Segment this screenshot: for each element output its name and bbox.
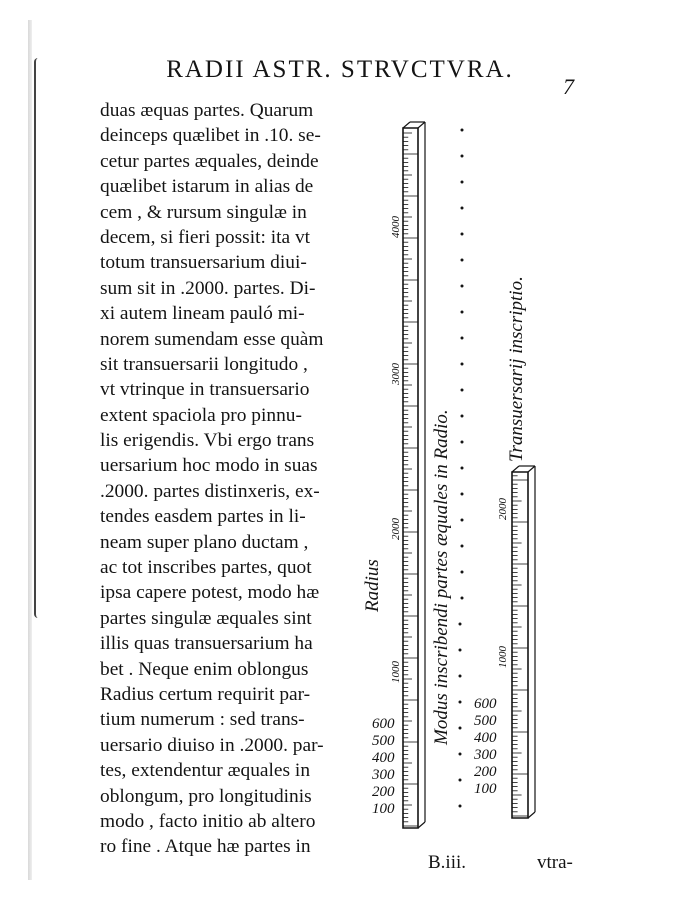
text-line: cetur partes æquales, deinde	[100, 150, 319, 172]
radius-label: Radius	[362, 559, 383, 612]
guide-dot	[459, 753, 462, 756]
text-line: modo , facto initio ab altero	[100, 810, 316, 832]
trans-small-scale	[473, 696, 497, 797]
guide-dot	[461, 415, 464, 418]
guide-dot	[461, 363, 464, 366]
catchword: vtra-	[537, 852, 573, 873]
running-head: RADII ASTR. STRVCTVRA.	[166, 56, 514, 83]
text-line: ipsa capere potest, modo hæ	[100, 582, 320, 604]
text-line: quælibet istarum in alias de	[100, 176, 314, 198]
radius-mark-4000: 4000	[390, 216, 402, 238]
text-line: sit transuersarii longitudo ,	[100, 353, 308, 375]
guide-dot	[461, 129, 464, 132]
guide-dot	[459, 623, 462, 626]
text-line: uersario diuiso in .2000. par-	[100, 734, 324, 756]
radius-small-600: 600	[372, 716, 395, 732]
text-line: tium numerum : sed trans-	[100, 709, 305, 731]
guide-dot	[459, 649, 462, 652]
text-line: uersarium hoc modo in suas	[100, 455, 318, 477]
transversarium-caption: Transuersarij inscriptio.	[506, 276, 527, 462]
text-line: sum sit in .2000. partes. Di-	[100, 277, 316, 299]
radius-mark-2000: 2000	[390, 518, 402, 540]
text-line: lis erigendis. Vbi ergo trans	[100, 430, 315, 452]
text-line: partes singulæ æquales sint	[100, 607, 312, 629]
text-line: decem, si fieri possit: ita vt	[100, 226, 311, 248]
guide-dot	[459, 805, 462, 808]
radius-small-200: 200	[372, 784, 395, 800]
radius-small-100: 100	[372, 801, 395, 817]
text-line: vt vtrinque in transuersario	[100, 379, 310, 401]
trans-mark-1000: 1000	[497, 646, 509, 668]
guide-dot	[461, 467, 464, 470]
guide-dot	[461, 181, 464, 184]
text-line: tes, extendentur æquales in	[100, 760, 311, 782]
radius-small-400: 400	[372, 750, 395, 766]
guide-dot	[461, 545, 464, 548]
text-line: bet . Neque enim oblongus	[100, 658, 309, 680]
guide-dot	[461, 155, 464, 158]
text-line: totum transuersarium diui-	[100, 252, 307, 274]
guide-dot	[459, 675, 462, 678]
text-line: deinceps quælibet in .10. se-	[100, 125, 321, 147]
guide-dot	[461, 207, 464, 210]
radius-small-300: 300	[372, 767, 395, 783]
radius-small-scale	[371, 716, 395, 817]
text-line: xi autem lineam pauló mi-	[100, 303, 305, 325]
text-line: ac tot inscribes partes, quot	[100, 557, 312, 579]
text-line: extent spaciola pro pinnu-	[100, 404, 302, 426]
page-number: 7	[563, 74, 574, 99]
radius-caption: Modus inscribendi partes æquales in Radio.	[431, 409, 452, 745]
guide-dot	[459, 727, 462, 730]
guide-dot	[461, 571, 464, 574]
trans-mark-2000: 2000	[497, 498, 509, 520]
guide-dot	[461, 441, 464, 444]
radius-staff	[403, 122, 425, 828]
trans-small-600: 600	[474, 696, 497, 712]
transversarium-staff	[512, 466, 535, 818]
guide-dot	[461, 285, 464, 288]
text-line: Radius certum requirit par-	[100, 683, 311, 705]
guide-dot	[461, 337, 464, 340]
guide-dot	[461, 233, 464, 236]
trans-small-200: 200	[474, 764, 497, 780]
radius-small-500: 500	[372, 733, 395, 749]
guide-dot	[461, 389, 464, 392]
text-line: ro fine . Atque hæ partes in	[100, 836, 311, 858]
guide-dot	[459, 779, 462, 782]
radius-mark-1000: 1000	[390, 661, 402, 683]
dotted-guide-line	[459, 129, 464, 808]
trans-small-100: 100	[474, 781, 497, 797]
guide-dot	[461, 259, 464, 262]
guide-dot	[461, 311, 464, 314]
text-line: neam super plano ductam ,	[100, 531, 309, 553]
guide-dot	[461, 493, 464, 496]
text-line: norem sumendam esse quàm	[100, 328, 324, 350]
trans-small-400: 400	[474, 730, 497, 746]
guide-dot	[461, 519, 464, 522]
text-line: duas æquas partes. Quarum	[100, 100, 314, 121]
guide-dot	[461, 597, 464, 600]
text-line: oblongum, pro longitudinis	[100, 785, 312, 807]
guide-dot	[459, 701, 462, 704]
signature-mark: B.iii.	[428, 852, 467, 873]
radius-mark-3000: 3000	[390, 363, 402, 385]
trans-small-300: 300	[474, 747, 497, 763]
text-line: tendes easdem partes in li-	[100, 506, 306, 528]
text-line: illis quas transuersarium ha	[100, 633, 313, 655]
text-line: cem , & rursum singulæ in	[100, 201, 307, 223]
text-line: .2000. partes distinxeris, ex-	[100, 480, 320, 502]
trans-small-500: 500	[474, 713, 497, 729]
